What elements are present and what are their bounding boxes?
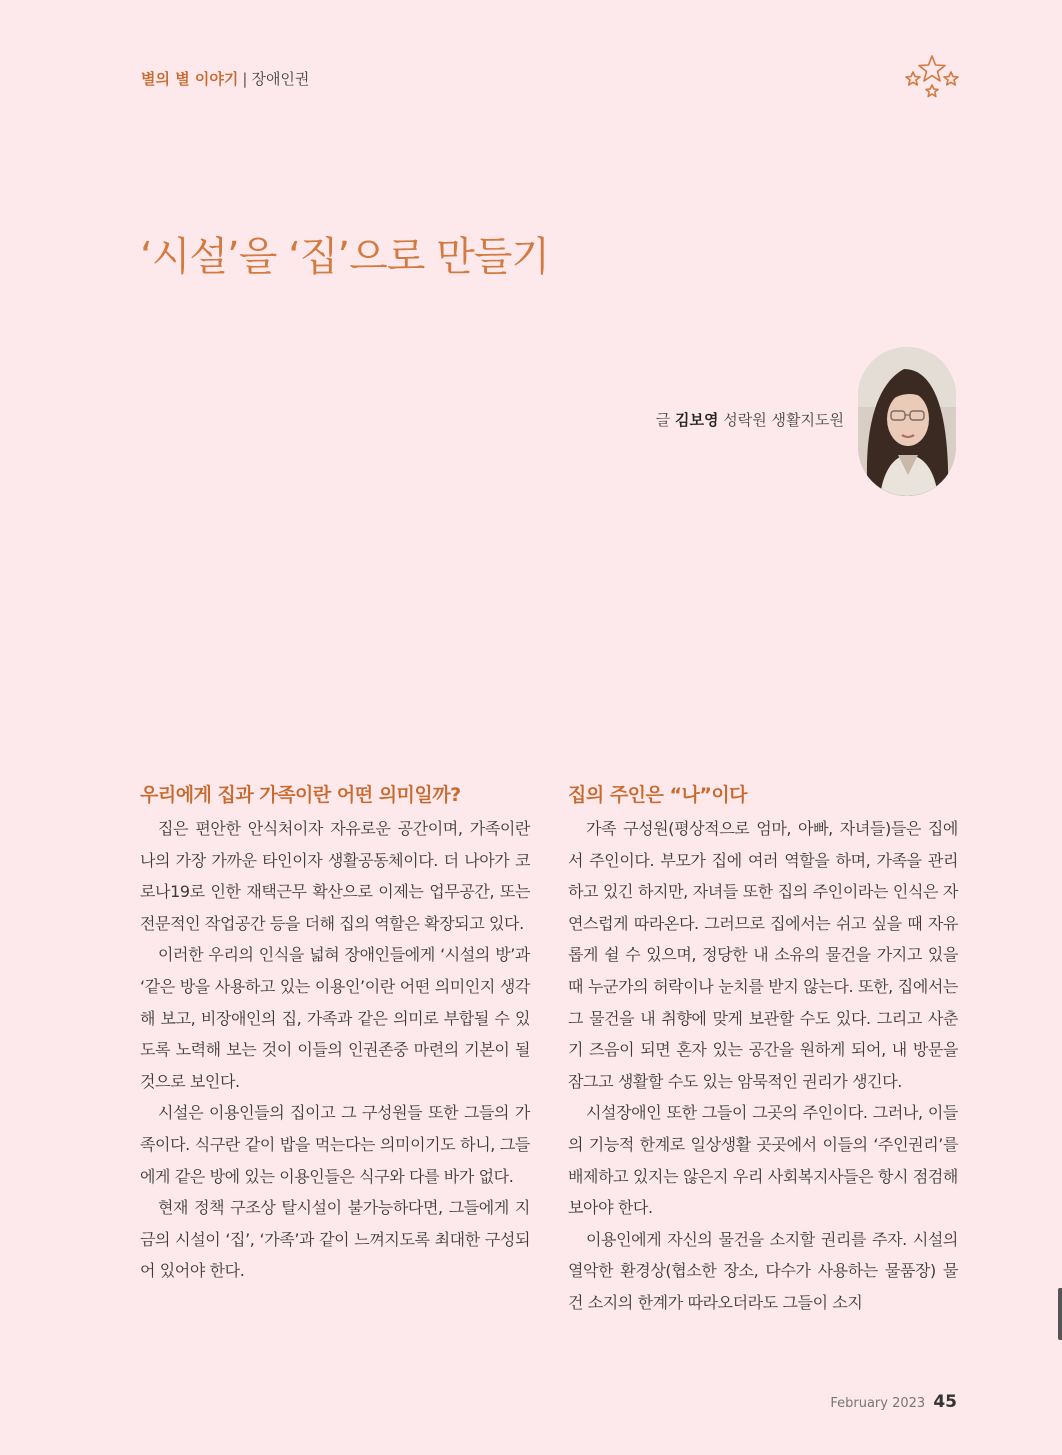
- right-paragraph-1: 가족 구성원(평상적으로 엄마, 아빠, 자녀들)들은 집에서 주인이다. 부모가 집에 여러 역할을 하며, 가족을 관리하고 있긴 하지만, 자녀들 또한 집의 주인이라는 인식은 자연스럽게 따라온다. 그러므로 집에서는 쉬고 싶을 때 자유롭게 쉴 수 있으며, 정당한 내 소유의 물건을 가지고 있을 때 누군가의 허락이나 눈치를 받지 않는다. 또한, 집에서는 그 물건을 내 취향에 맞게 보관할 수도 있다. 그리고 사춘기 즈음이 되면 혼자 있는 공간을 원하게 되어, 내 방문을 잠그고 생활할 수도 있는 암묵적인 권리가 생긴다.: [568, 819, 958, 1091]
- page-edge-tab: [1058, 1288, 1062, 1340]
- header-separator: |: [242, 70, 248, 88]
- right-column-heading: 집의 주인은 “나”이다: [568, 784, 748, 806]
- running-header: [141, 68, 309, 90]
- right-column: [568, 781, 958, 1319]
- left-paragraph-2: 이러한 우리의 인식을 넓혀 장애인들에게 ‘시설의 방’과 ‘같은 방을 사용하고 있는 이용인’이란 어떤 의미인지 생각해 보고, 비장애인의 집, 가족과 같은 의미로 부합될 수 있도록 노력해 보는 것이 이들의 인권존중 마련의 기본이 될 것으로 보인다.: [140, 945, 530, 1091]
- author-byline: [656, 408, 844, 432]
- author-name: 김보영: [675, 411, 719, 429]
- left-paragraph-3: 시설은 이용인들의 집이고 그 구성원들 또한 그들의 가족이다. 식구란 같이 밥을 먹는다는 의미이기도 하니, 그들에게 같은 방에 있는 이용인들은 식구와 다를 바가 없다.: [140, 1103, 530, 1186]
- issue-month: February 2023: [830, 1396, 926, 1411]
- author-photo: [858, 347, 956, 496]
- article-title: ‘시설’을 ‘집’으로 만들기: [140, 233, 550, 280]
- page-footer: [830, 1392, 957, 1412]
- left-paragraph-1: 집은 편안한 안식처이자 자유로운 공간이며, 가족이란 나의 가장 가까운 타인이자 생활공동체이다. 더 나아가 코로나19로 인한 재택근무 확산으로 이제는 업무공간, 또는 전문적인 작업공간 등을 더해 집의 역할은 확장되고 있다.: [140, 819, 530, 933]
- left-paragraph-4: 현재 정책 구조상 탈시설이 불가능하다면, 그들에게 지금의 시설이 ‘집’, ‘가족’과 같이 느껴지도록 최대한 구성되어 있어야 한다.: [140, 1198, 530, 1281]
- right-paragraph-2: 시설장애인 또한 그들이 그곳의 주인이다. 그러나, 이들의 기능적 한계로 일상생활 곳곳에서 이들의 ‘주인권리’를 배제하고 있지는 않은지 우리 사회복지사들은 항시 점검해 보아야 한다.: [568, 1103, 958, 1218]
- left-column-heading: 우리에게 집과 가족이란 어떤 의미일까?: [140, 784, 461, 806]
- byline-prefix: 글: [655, 411, 671, 429]
- left-column: [140, 781, 530, 1287]
- category-name: 장애인권: [251, 70, 310, 88]
- section-name: 별의 별 이야기: [141, 70, 239, 88]
- page-number: 45: [933, 1392, 957, 1412]
- stars-icon: [904, 52, 960, 104]
- right-paragraph-3: 이용인에게 자신의 물건을 소지할 권리를 주자. 시설의 열악한 환경상(협소한 장소, 다수가 사용하는 물품장) 물건 소지의 한계가 따라오더라도 그들이 소지: [568, 1229, 958, 1312]
- author-role: 성락원 생활지도원: [723, 411, 844, 429]
